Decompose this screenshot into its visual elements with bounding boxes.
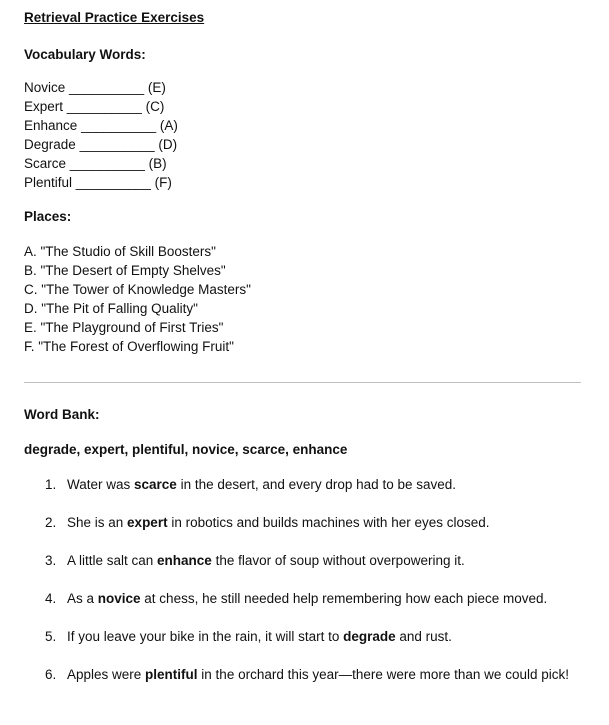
- sentence-text: A little salt can: [67, 553, 158, 568]
- sentence-text: and rust.: [395, 629, 452, 644]
- vocab-item: [24, 97, 178, 116]
- document-title: Retrieval Practice Exercises: [24, 10, 205, 25]
- vocab-answer: (A): [159, 118, 178, 133]
- sentence-text: Water was: [67, 477, 135, 492]
- item-number: 4.: [45, 591, 57, 606]
- sentence-text: As a: [67, 591, 98, 606]
- vocab-item: [24, 78, 178, 97]
- item-number: 5.: [45, 629, 57, 644]
- vocab-answer: (C): [145, 99, 165, 114]
- vocab-word: Expert: [24, 99, 64, 114]
- answer-blank: __________: [75, 175, 151, 190]
- vocab-item: [24, 135, 178, 154]
- item-number: 3.: [45, 553, 57, 568]
- sentence-item: [24, 513, 580, 532]
- vocab-heading: Vocabulary Words:: [24, 47, 146, 62]
- vocab-term: scarce: [134, 477, 177, 492]
- place-item: B. "The Desert of Empty Shelves": [24, 263, 226, 278]
- sentence-item: [24, 665, 580, 684]
- sentence-text: Apples were: [67, 667, 146, 682]
- vocab-term: enhance: [157, 553, 212, 568]
- sentence-text: in robotics and builds machines with her eyes closed.: [167, 515, 490, 530]
- place-item: F. "The Forest of Overflowing Fruit": [24, 339, 234, 354]
- vocab-term: degrade: [343, 629, 396, 644]
- places-list: [24, 242, 251, 356]
- vocab-answer: (F): [154, 175, 172, 190]
- sentence-text: in the orchard this year—there were more than we could pick!: [197, 667, 569, 682]
- sentence-text: the flavor of soup without overpowering it.: [211, 553, 465, 568]
- sentence-text: If you leave your bike in the rain, it will start to: [67, 629, 344, 644]
- vocab-word: Enhance: [24, 118, 78, 133]
- vocab-item: [24, 116, 178, 135]
- answer-blank: __________: [69, 80, 145, 95]
- sentence-list: [24, 475, 580, 703]
- sentence-item: [24, 627, 580, 646]
- divider: [24, 382, 581, 383]
- vocab-word: Scarce: [24, 156, 67, 171]
- vocab-term: novice: [97, 591, 141, 606]
- places-heading: Places:: [24, 209, 72, 224]
- vocab-term: expert: [127, 515, 168, 530]
- vocab-answer: (E): [147, 80, 166, 95]
- answer-blank: __________: [79, 137, 155, 152]
- vocab-answer: (B): [148, 156, 167, 171]
- word-bank-heading: Word Bank:: [24, 407, 100, 422]
- answer-blank: __________: [69, 156, 145, 171]
- vocab-answer: (D): [158, 137, 178, 152]
- sentence-item: [24, 475, 580, 494]
- vocab-list: [24, 78, 178, 192]
- answer-blank: __________: [66, 99, 142, 114]
- item-number: 6.: [45, 667, 57, 682]
- vocab-item: [24, 173, 178, 192]
- vocab-term: plentiful: [145, 667, 198, 682]
- place-item: C. "The Tower of Knowledge Masters": [24, 282, 251, 297]
- word-bank: degrade, expert, plentiful, novice, scarce, enhance: [24, 442, 348, 457]
- vocab-word: Novice: [24, 80, 66, 95]
- vocab-item: [24, 154, 178, 173]
- place-item: D. "The Pit of Falling Quality": [24, 301, 198, 316]
- item-number: 2.: [45, 515, 57, 530]
- sentence-item: [24, 551, 580, 570]
- vocab-word: Degrade: [24, 137, 76, 152]
- sentence-text: She is an: [67, 515, 128, 530]
- item-number: 1.: [45, 477, 57, 492]
- vocab-word: Plentiful: [24, 175, 73, 190]
- place-item: E. "The Playground of First Tries": [24, 320, 224, 335]
- place-item: A. "The Studio of Skill Boosters": [24, 244, 216, 259]
- sentence-item: [24, 589, 580, 608]
- sentence-text: in the desert, and every drop had to be saved.: [176, 477, 456, 492]
- sentence-text: at chess, he still needed help remembering how each piece moved.: [140, 591, 548, 606]
- answer-blank: __________: [81, 118, 157, 133]
